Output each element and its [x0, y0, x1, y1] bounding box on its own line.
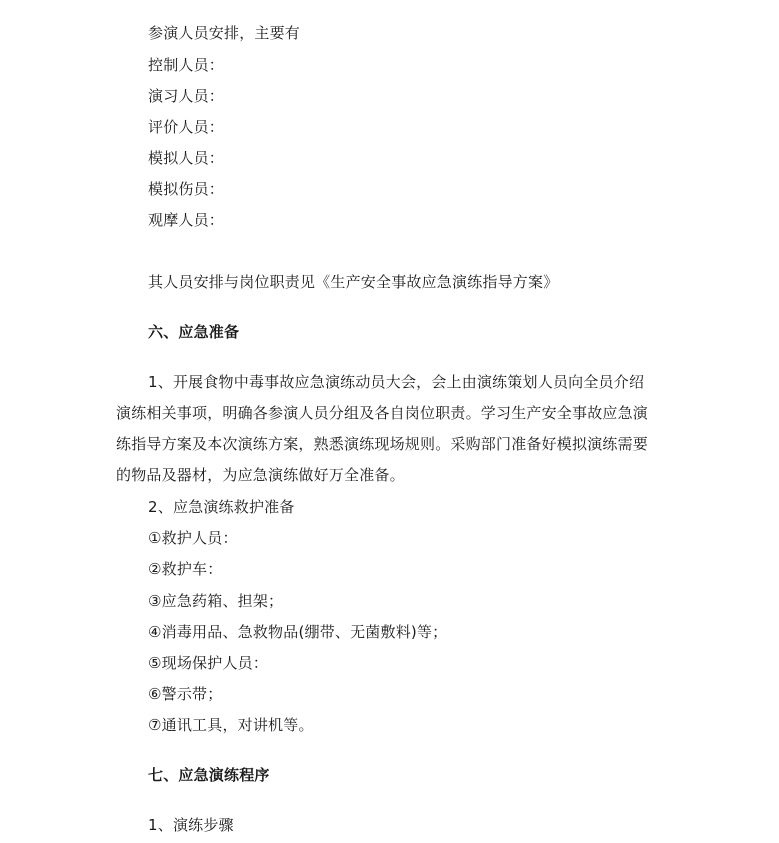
- rescue-list-item: ⑤现场保护人员：: [148, 654, 269, 672]
- section-6-item-1-line-2: 演练相关事项，明确各参演人员分组及各自岗位职责。学习生产安全事故应急演: [116, 404, 649, 422]
- role-observer: 观摩人员：: [148, 211, 225, 229]
- section-6-item-1-line-3: 练指导方案及本次演练方案，熟悉演练现场规则。采购部门准备好模拟演练需要: [116, 435, 649, 453]
- section-7-heading: 七、应急演练程序: [148, 766, 270, 784]
- roles-intro: 参演人员安排，主要有: [148, 24, 301, 42]
- role-exerciser: 演习人员：: [148, 87, 225, 105]
- rescue-list-item: ⑦通讯工具，对讲机等。: [148, 716, 314, 734]
- role-simulator: 模拟人员：: [148, 149, 225, 167]
- section-6-item-1-line-4: 的物品及器材，为应急演练做好万全准备。: [116, 466, 405, 484]
- section-6-item-1-line-1: 1、开展食物中毒事故应急演练动员大会，会上由演练策划人员向全员介绍: [148, 373, 645, 391]
- rescue-list-item: ⑥警示带；: [148, 685, 223, 703]
- rescue-list-item: ④消毒用品、急救物品(绷带、无菌敷料)等；: [148, 623, 448, 641]
- rescue-list-item: ③应急药箱、担架；: [148, 592, 284, 610]
- roles-note: 其人员安排与岗位职责见《生产安全事故应急演练指导方案》: [148, 273, 559, 291]
- role-controller: 控制人员：: [148, 56, 225, 74]
- rescue-list-item: ①救护人员：: [148, 529, 238, 547]
- section-6-heading: 六、应急准备: [148, 323, 240, 341]
- rescue-list-item: ②救护车：: [148, 560, 223, 578]
- role-simulated-casualty: 模拟伤员：: [148, 180, 225, 198]
- section-7-item-1: 1、演练步骤: [148, 816, 234, 834]
- section-6-item-2-title: 2、应急演练救护准备: [148, 498, 295, 516]
- role-evaluator: 评价人员：: [148, 118, 225, 136]
